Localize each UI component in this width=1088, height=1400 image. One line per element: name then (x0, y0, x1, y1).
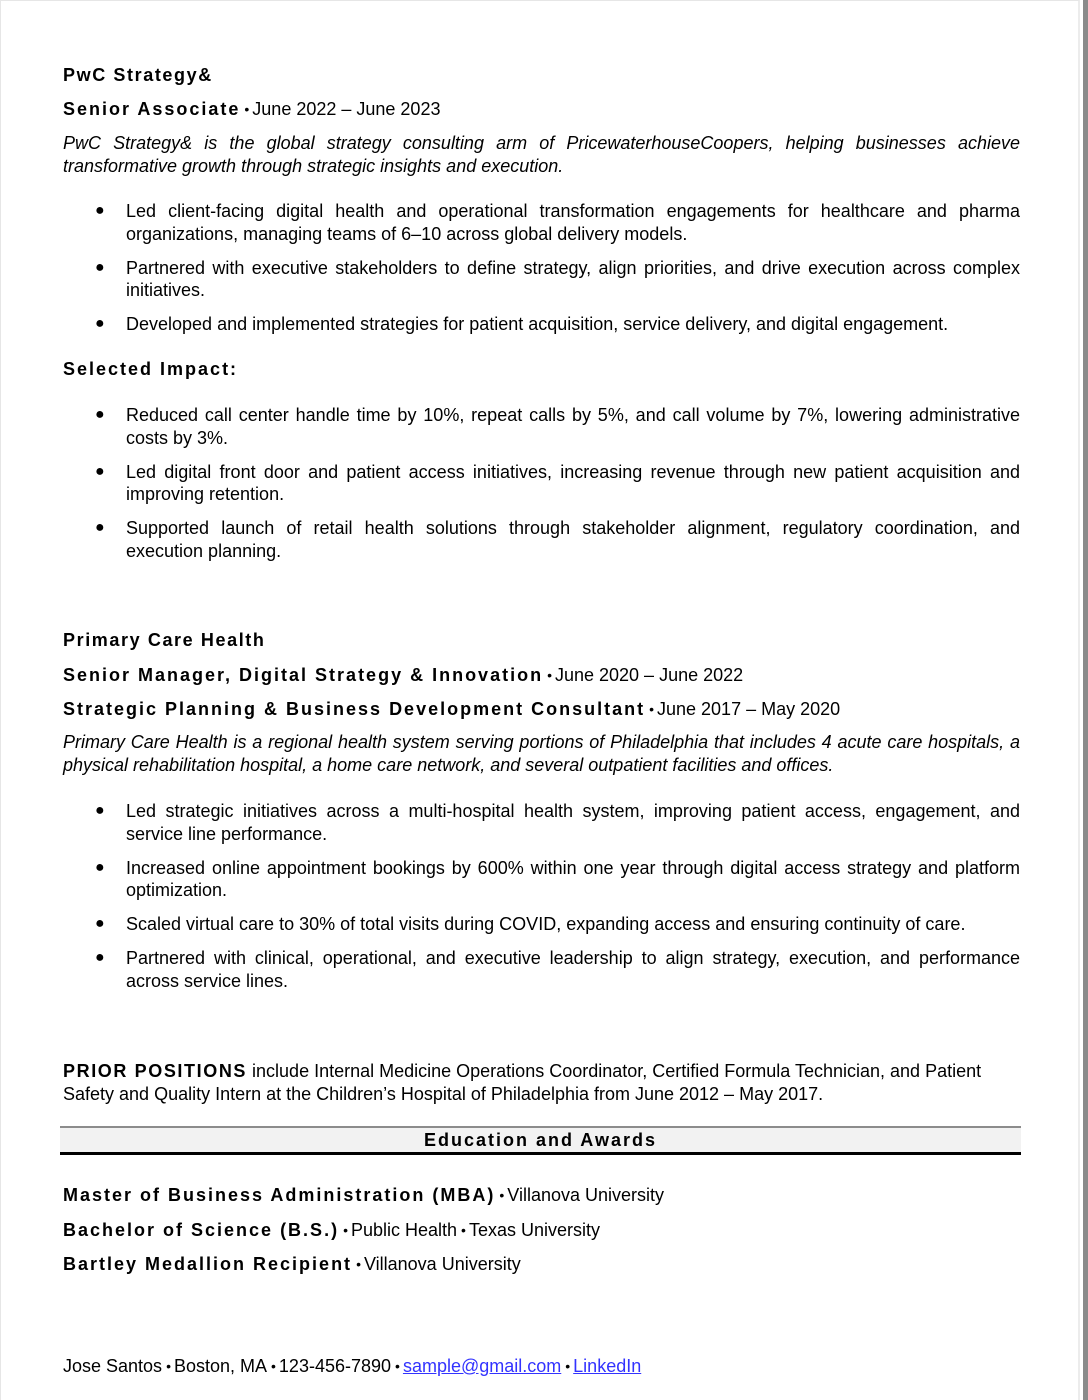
role-dates: June 2022 – June 2023 (252, 99, 441, 119)
company-name: Primary Care Health (63, 630, 266, 650)
bullet-separator: • (343, 1222, 348, 1238)
list-item: ● Partnered with executive stakeholders to define strategy, align priorities, and drive execution across complex initiatives. (95, 257, 1020, 300)
role-line (63, 98, 440, 121)
bullet-icon: ● (95, 315, 105, 332)
section-header-education: Education and Awards (60, 1126, 1021, 1155)
contact-phone: 123-456-7890 (278, 1356, 392, 1376)
bullet-separator: • (166, 1358, 171, 1374)
role-title: Senior Manager, Digital Strategy & Innovation (63, 665, 544, 685)
bullet-icon: ● (95, 915, 105, 932)
education-item (63, 1184, 664, 1207)
institution: Villanova University (507, 1185, 665, 1205)
field-of-study: Public Health (350, 1220, 458, 1240)
bullet-separator: • (565, 1358, 571, 1374)
award-title: Bartley Medallion Recipient (63, 1254, 353, 1274)
email-link[interactable]: sample@gmail.com (402, 1356, 562, 1376)
window-edge (1083, 0, 1088, 1400)
contact-footer (63, 1355, 641, 1378)
bullet-separator: • (395, 1358, 400, 1374)
bullet-icon: ● (95, 858, 105, 876)
list-item: ● Increased online appointment bookings by 600% within one year through digital access strategy and platform optimization. (95, 857, 1020, 900)
company-description: Primary Care Health is a regional health system serving portions of Philadelphia that includes 4 acute care hospitals, a physical rehabilitation hospital, a home care network, and several outpatient facilities and offices. (63, 732, 1020, 775)
education-item (63, 1253, 521, 1276)
bullet-separator: • (547, 667, 552, 683)
bullet-icon: ● (95, 462, 105, 480)
degree-title: Master of Business Administration (MBA) (63, 1185, 496, 1205)
selected-impact-heading: Selected Impact: (63, 359, 239, 379)
bullet-icon: ● (95, 802, 105, 819)
role-line (63, 664, 743, 687)
bullet-separator: • (499, 1187, 505, 1203)
bullet-icon: ● (95, 202, 105, 219)
role-dates: June 2020 – June 2022 (554, 665, 744, 685)
list-item: ● Developed and implemented strategies for patient acquisition, service delivery, and digital engagement. (95, 314, 949, 334)
institution: Texas University (468, 1220, 600, 1240)
list-item: ● Reduced call center handle time by 10%, repeat calls by 5%, and call volume by 7%, lowering administrative costs by 3%. (95, 405, 1020, 448)
contact-location: Boston, MA (173, 1356, 268, 1376)
prior-positions-label: PRIOR POSITIONS (63, 1061, 248, 1081)
list-item: ● Led strategic initiatives across a multi-hospital health system, improving patient access, engagement, and service line performance. (95, 801, 1020, 844)
list-item: ● Led client-facing digital health and operational transformation engagements for healthcare and pharma organizations, managing teams of 6–10 across global delivery models. (95, 201, 1020, 244)
company-name: PwC Strategy& (63, 65, 213, 85)
list-item: ● Led digital front door and patient access initiatives, increasing revenue through new patient acquisition and improving retention. (95, 461, 1020, 504)
education-item (63, 1219, 600, 1242)
degree-title: Bachelor of Science (B.S.) (63, 1220, 340, 1240)
responsibility-list (63, 200, 1020, 347)
role-dates: June 2017 – May 2020 (657, 699, 841, 719)
list-item: ● Scaled virtual care to 30% of total visits during COVID, expanding access and ensuring continuity of care. (95, 914, 966, 934)
contact-name: Jose Santos (63, 1356, 163, 1376)
list-item: ● Partnered with clinical, operational, and executive leadership to align strategy, execution, and performance across service lines. (95, 948, 1020, 991)
prior-positions (63, 1060, 1020, 1105)
responsibility-list (63, 800, 1020, 1004)
list-item: ● Supported launch of retail health solutions through stakeholder alignment, regulatory coordination, and execution planning. (95, 518, 1020, 561)
bullet-separator: • (356, 1256, 361, 1272)
role-title: Senior Associate (63, 99, 241, 119)
bullet-icon: ● (95, 406, 105, 423)
company-description: PwC Strategy& is the global strategy consulting arm of PricewaterhouseCoopers, helping businesses achieve transformative growth through strategic insights and execution. (63, 133, 1020, 176)
role-line (63, 698, 840, 721)
prior-positions-text: include Internal Medicine Operations Coordinator, Certified Formula Technician, and Patient Safety and Quality Intern at the Children’s Hospital of Philadelphia from June 2012 – May 2017. (63, 1061, 982, 1104)
bullet-icon: ● (95, 519, 105, 536)
bullet-separator: • (461, 1222, 466, 1238)
bullet-separator: • (244, 101, 250, 117)
bullet-separator: • (271, 1358, 276, 1374)
bullet-separator: • (649, 701, 654, 717)
institution: Villanova University (363, 1254, 521, 1274)
bullet-icon: ● (95, 258, 105, 276)
bullet-icon: ● (95, 949, 105, 966)
impact-list (63, 404, 1020, 574)
linkedin-link[interactable]: LinkedIn (573, 1356, 642, 1376)
role-title: Strategic Planning & Business Development Consultant (63, 699, 646, 719)
